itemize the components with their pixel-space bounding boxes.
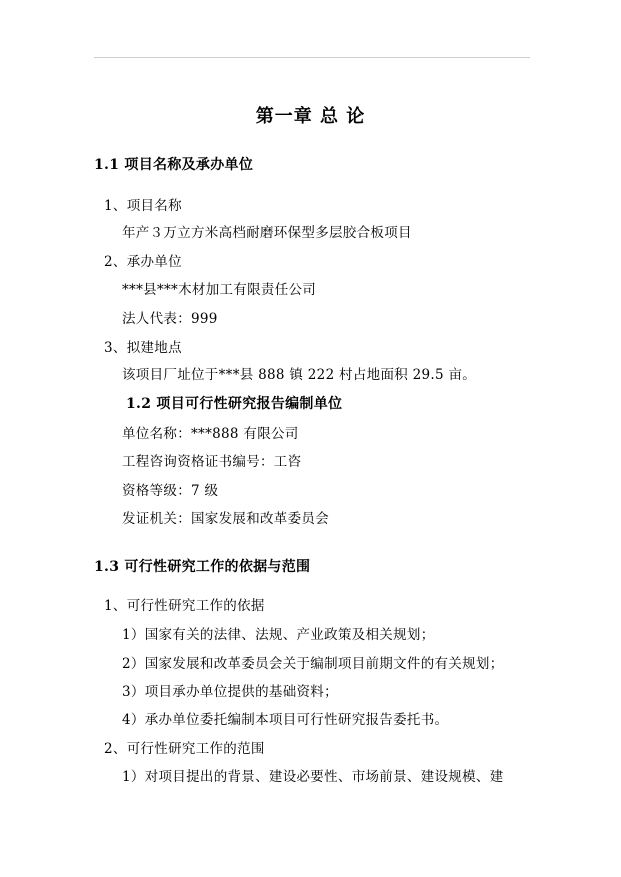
item-label-location: 3、拟建地点 bbox=[104, 340, 182, 356]
issuing-authority: 发证机关：国家发展和改革委员会 bbox=[122, 511, 329, 527]
chapter-title: 第一章 总 论 bbox=[255, 106, 366, 127]
basis-item: 4）承办单位委托编制本项目可行性研究报告委托书。 bbox=[122, 712, 449, 728]
section-heading-1-3: 1.3 可行性研究工作的依据与范围 bbox=[94, 559, 311, 575]
item-label-organizer: 2、承办单位 bbox=[104, 254, 182, 270]
item-label-project-name: 1、项目名称 bbox=[104, 198, 182, 214]
organizer-value: ***县***木材加工有限责任公司 bbox=[122, 282, 317, 298]
location-value: 该项目厂址位于***县 888 镇 222 村占地面积 29.5 亩。 bbox=[122, 367, 477, 383]
basis-item: 3）项目承办单位提供的基础资料； bbox=[122, 684, 338, 700]
section-heading-1-1: 1.1 项目名称及承办单位 bbox=[94, 157, 254, 173]
header-rule bbox=[94, 57, 530, 58]
certificate-number: 工程咨询资格证书编号：工咨 bbox=[122, 454, 302, 470]
scope-label: 2、可行性研究工作的范围 bbox=[104, 741, 265, 757]
unit-name: 单位名称：***888 有限公司 bbox=[122, 426, 299, 442]
project-name-value: 年产３万立方米高档耐磨环保型多层胶合板项目 bbox=[122, 225, 412, 241]
scope-item: 1）对项目提出的背景、建设必要性、市场前景、建设规模、建 bbox=[122, 769, 504, 785]
basis-item: 1）国家有关的法律、法规、产业政策及相关规划； bbox=[122, 627, 435, 643]
section-heading-1-2: 1.2 项目可行性研究报告编制单位 bbox=[126, 396, 343, 412]
basis-item: 2）国家发展和改革委员会关于编制项目前期文件的有关规划； bbox=[122, 656, 504, 672]
basis-label: 1、可行性研究工作的依据 bbox=[104, 598, 265, 614]
legal-representative: 法人代表：999 bbox=[122, 311, 218, 327]
qualification-grade: 资格等级：7 级 bbox=[122, 483, 219, 499]
